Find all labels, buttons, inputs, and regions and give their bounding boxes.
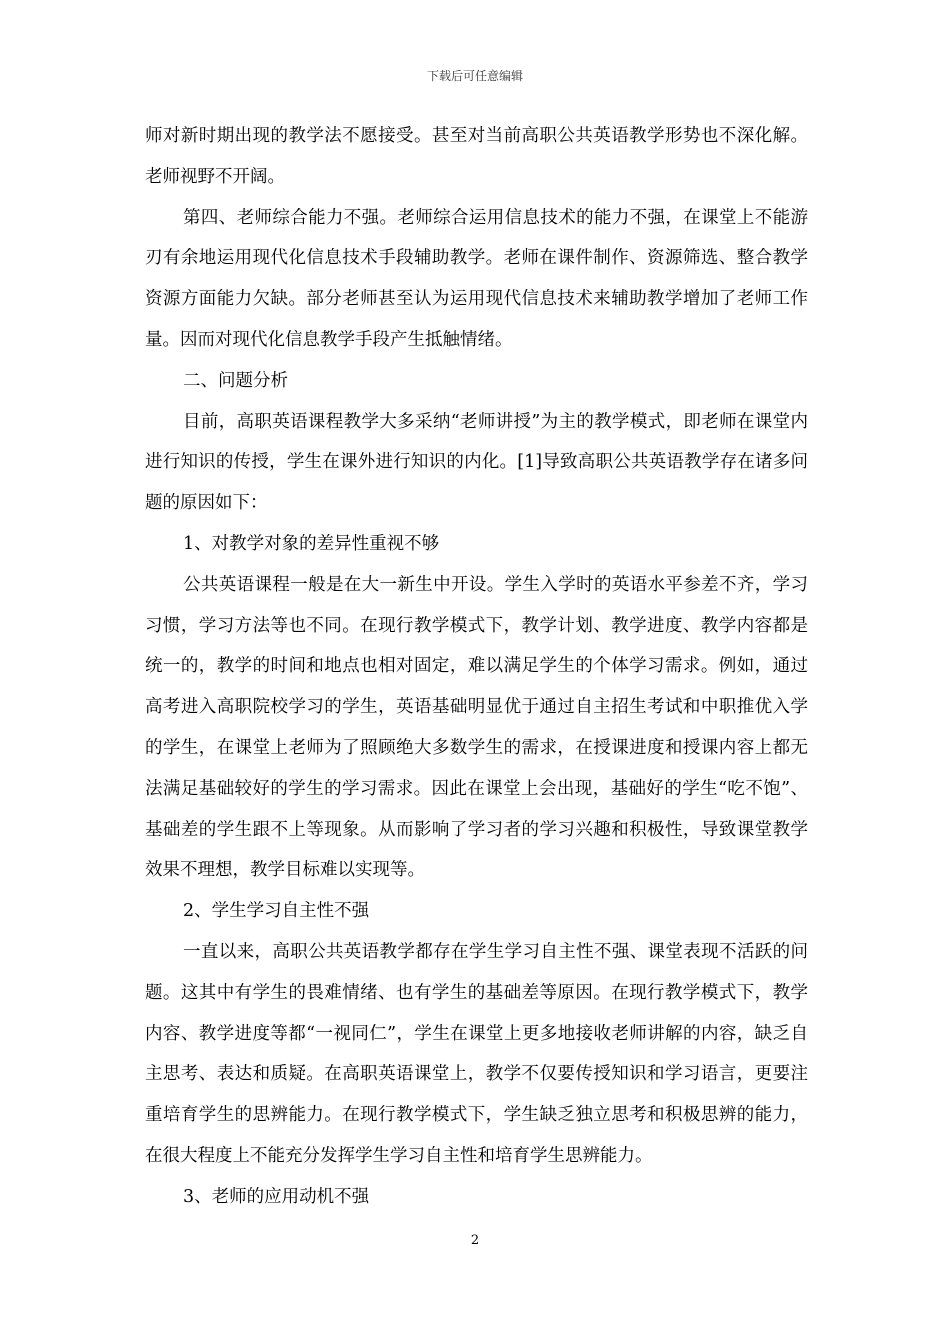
paragraph: 一直以来，高职公共英语教学都存在学生学习自主性不强、课堂表现不活跃的问题。这其中有学生的畏难情绪、也有学生的基础差等原因。在现行教学模式下，教学内容、教学进度等都“一视同仁”，学生在课堂上更多地接收老师讲解的内容，缺乏自主思考、表达和质疑。在高职英语课堂上，教学不仅要传授知识和学习语言，更要注重培育学生的思辨能力。在现行教学模式下，学生缺乏独立思考和积极思辨的能力，在很大程度上不能充分发挥学生学习自主性和培育学生思辨能力。 — [145, 941, 808, 1166]
subsection-heading: 1、对教学对象的差异性重视不够 — [183, 533, 440, 554]
subsection-heading: 3、老师的应用动机不强 — [183, 1186, 370, 1207]
document-body — [145, 116, 808, 1218]
subsection-heading: 2、学生学习自主性不强 — [183, 901, 370, 922]
page-header: 下载后可任意编辑 — [426, 69, 523, 83]
paragraph: 师对新时期出现的教学法不愿接受。甚至对当前高职公共英语教学形势也不深化解。老师视野不开阔。 — [145, 126, 808, 187]
section-heading: 二、问题分析 — [183, 370, 288, 391]
paragraph: 第四、老师综合能力不强。老师综合运用信息技术的能力不强，在课堂上不能游刃有余地运用现代化信息技术手段辅助教学。老师在课件制作、资源筛选、整合教学资源方面能力欠缺。部分老师甚至认为运用现代信息技术来辅助教学增加了老师工作量。因而对现代化信息教学手段产生抵触情绪。 — [145, 207, 808, 350]
paragraph: 目前，高职英语课程教学大多采纳“老师讲授”为主的教学模式，即老师在课堂内进行知识的传授，学生在课外进行知识的内化。[1]导致高职公共英语教学存在诸多问题的原因如下： — [145, 411, 808, 514]
paragraph: 公共英语课程一般是在大一新生中开设。学生入学时的英语水平参差不齐，学习习惯，学习方法等也不同。在现行教学模式下，教学计划、教学进度、教学内容都是统一的，教学的时间和地点也相对固定，难以满足学生的个体学习需求。例如，通过高考进入高职院校学习的学生，英语基础明显优于通过自主招生考试和中职推优入学的学生，在课堂上老师为了照顾绝大多数学生的需求，在授课进度和授课内容上都无法满足基础较好的学生的学习需求。因此在课堂上会出现，基础好的学生“吃不饱”、基础差的学生跟不上等现象。从而影响了学习者的学习兴趣和积极性，导致课堂教学效果不理想，教学目标难以实现等。 — [145, 574, 808, 881]
page-number: 2 — [470, 1233, 480, 1248]
